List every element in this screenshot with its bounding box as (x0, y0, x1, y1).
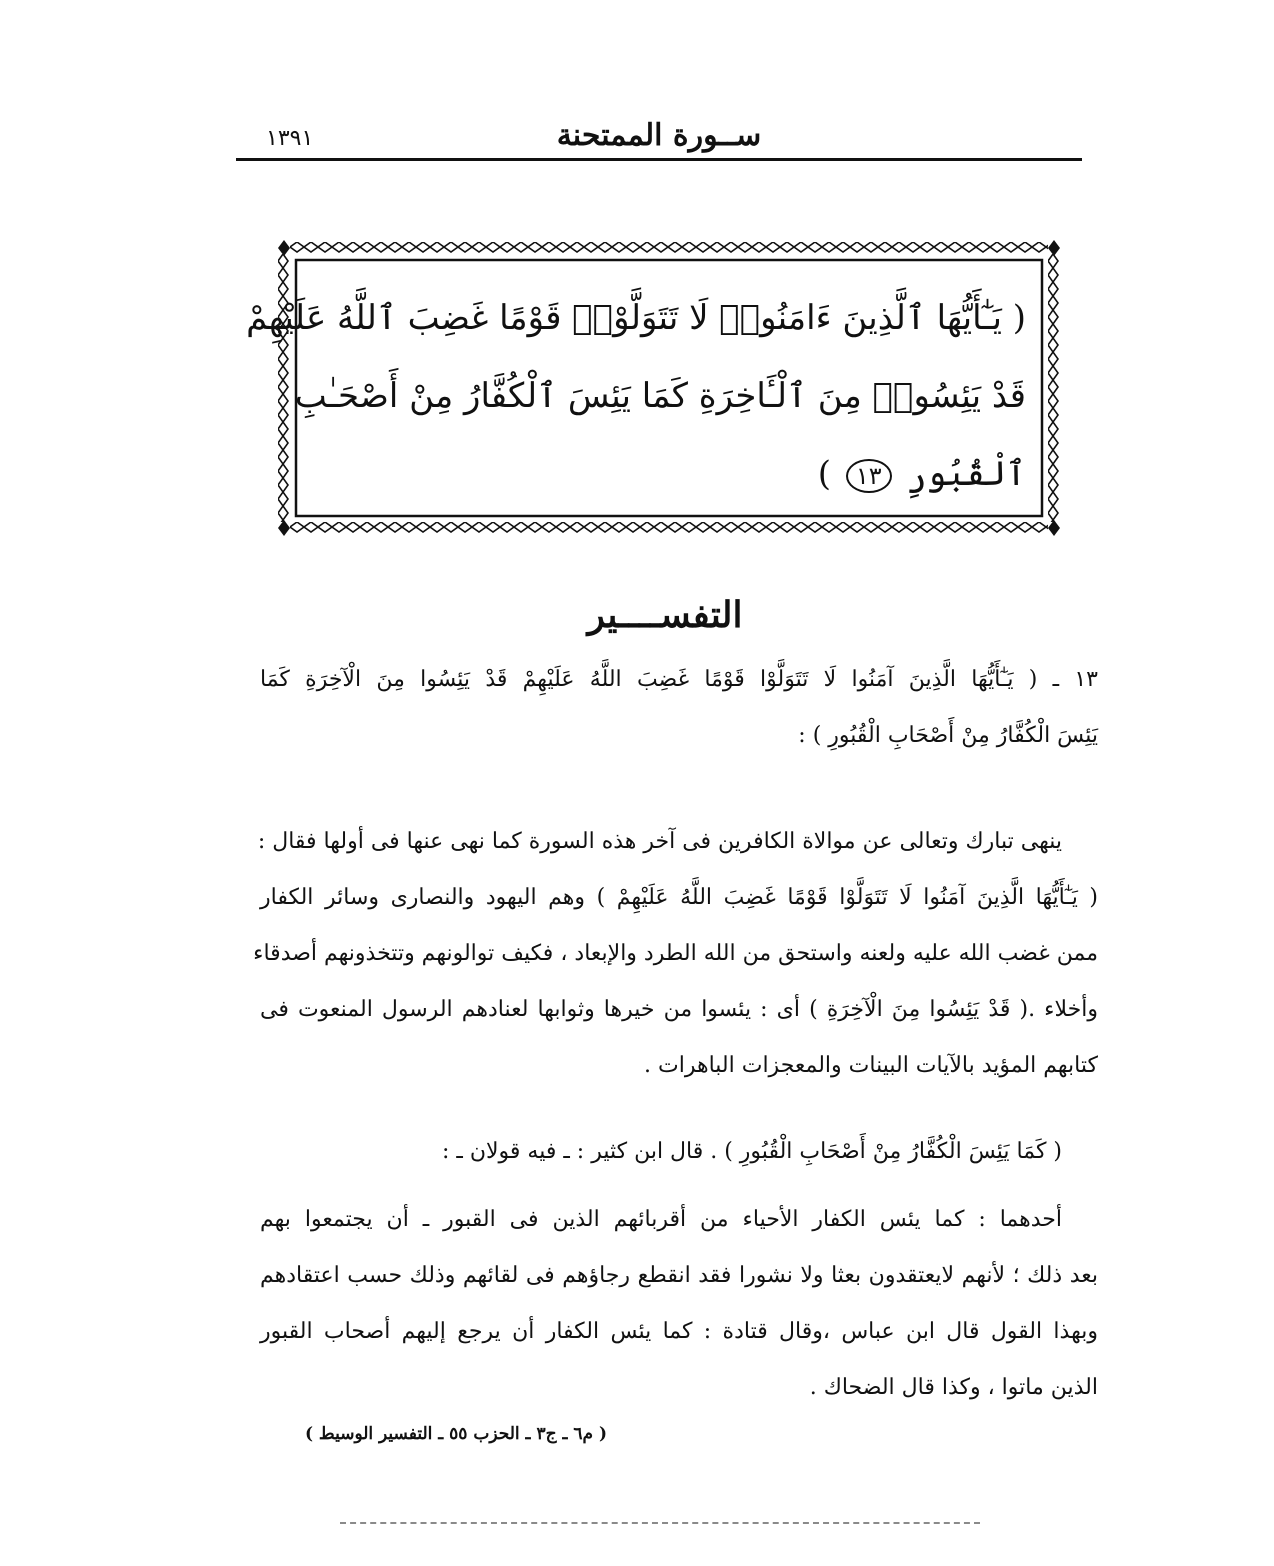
commentary-paragraph-2 (260, 1126, 1098, 1182)
text-line: ( كَمَا يَئِسَ الْكُفَّارُ مِنْ أَصْحَابِ الْقُبُورِ ) . قال ابن كثير : ـ فيه قولان ـ : (441, 1139, 1062, 1164)
page-number: ١٣٩١ (266, 126, 314, 151)
text-line: ١٣ ـ ( يَـٰٓأَيُّهَا الَّذِينَ آمَنُوا لَا تَتَوَلَّوْا قَوْمًا غَضِبَ اللَّهُ عَلَيْهِمْ قَدْ يَئِسُوا مِنَ الْآخِرَةِ كَمَا (260, 667, 1098, 692)
text-line: بعد ذلك ؛ لأنهم لايعتقدون بعثا ولا نشورا فقد انقطع رجاؤهم فى لقائهم وذلك حسب اعتقادهم (260, 1263, 1098, 1288)
text-line: وأخلاء .( قَدْ يَئِسُوا مِنَ الْآخِرَةِ ) أى : يئسوا من خيرها وثوابها لعنادهم الرسول المنعوت فى (260, 997, 1098, 1022)
text-line: الذين ماتوا ، وكذا قال الضحاك . (809, 1375, 1098, 1400)
commentary-paragraph-3 (260, 1194, 1098, 1418)
bottom-rule (340, 1522, 980, 1524)
text-line: ينهى تبارك وتعالى عن موالاة الكافرين فى آخر هذه السورة كما نهى عنها فى أولها فقال : (257, 829, 1062, 854)
verse-text (246, 286, 1026, 520)
running-header (236, 112, 1082, 156)
text-line: أحدهما : كما يئس الكفار الأحياء من أقربائهم الذين فى القبور ـ أن يجتمعوا بهم (260, 1207, 1062, 1232)
verse-number-marker: ١٣ (846, 459, 892, 493)
verse-restatement (260, 654, 1098, 766)
commentary-paragraph-1 (253, 816, 1098, 1096)
text-line: وبهذا القول قال ابن عباس ،وقال قتادة : كما يئس الكفار أن يرجع إليهم أصحاب القبور (260, 1319, 1098, 1344)
verse-line-text: ٱلْقُبُورِ (906, 454, 1026, 494)
verse-line: قَدْ يَئِسُوا۟ مِنَ ٱلْـَٔاخِرَةِ كَمَا يَئِسَ ٱلْكُفَّارُ مِنْ أَصْحَـٰبِ (294, 376, 1026, 416)
text-line: ( يَـٰٓأَيُّهَا الَّذِينَ آمَنُوا لَا تَتَوَلَّوْا قَوْمًا غَضِبَ اللَّهُ عَلَيْهِمْ ) وهم اليهود والنصارى وسائر الكفار (260, 885, 1098, 910)
text-line: كتابهم المؤيد بالآيات البينات والمعجزات الباهرات . (644, 1053, 1098, 1078)
verse-line-last (316, 442, 1026, 520)
verse-closing-bracket: ) (817, 454, 832, 494)
signature-footnote: ( م٦ ـ ج٣ ـ الحزب ٥٥ ـ التفسير الوسيط ) (304, 1424, 608, 1444)
section-heading: التفســــير (587, 594, 743, 636)
verse-box (246, 240, 1062, 536)
text-line: ممن غضب الله عليه ولعنه واستحق من الله الطرد والإبعاد ، فكيف توالونهم وتتخذونهم أصدقاء (253, 941, 1098, 966)
text-line: يَئِسَ الْكُفَّارُ مِنْ أَصْحَابِ الْقُبُورِ ) : (798, 723, 1098, 748)
header-rule (236, 158, 1082, 161)
verse-line: ( يَـٰٓأَيُّهَا ٱلَّذِينَ ءَامَنُوا۟ لَا تَتَوَلَّوْا۟ قَوْمًا غَضِبَ ٱللَّهُ عَلَيْهِمْ (246, 298, 1026, 338)
surah-title: ســورة الممتحنة (556, 118, 762, 153)
